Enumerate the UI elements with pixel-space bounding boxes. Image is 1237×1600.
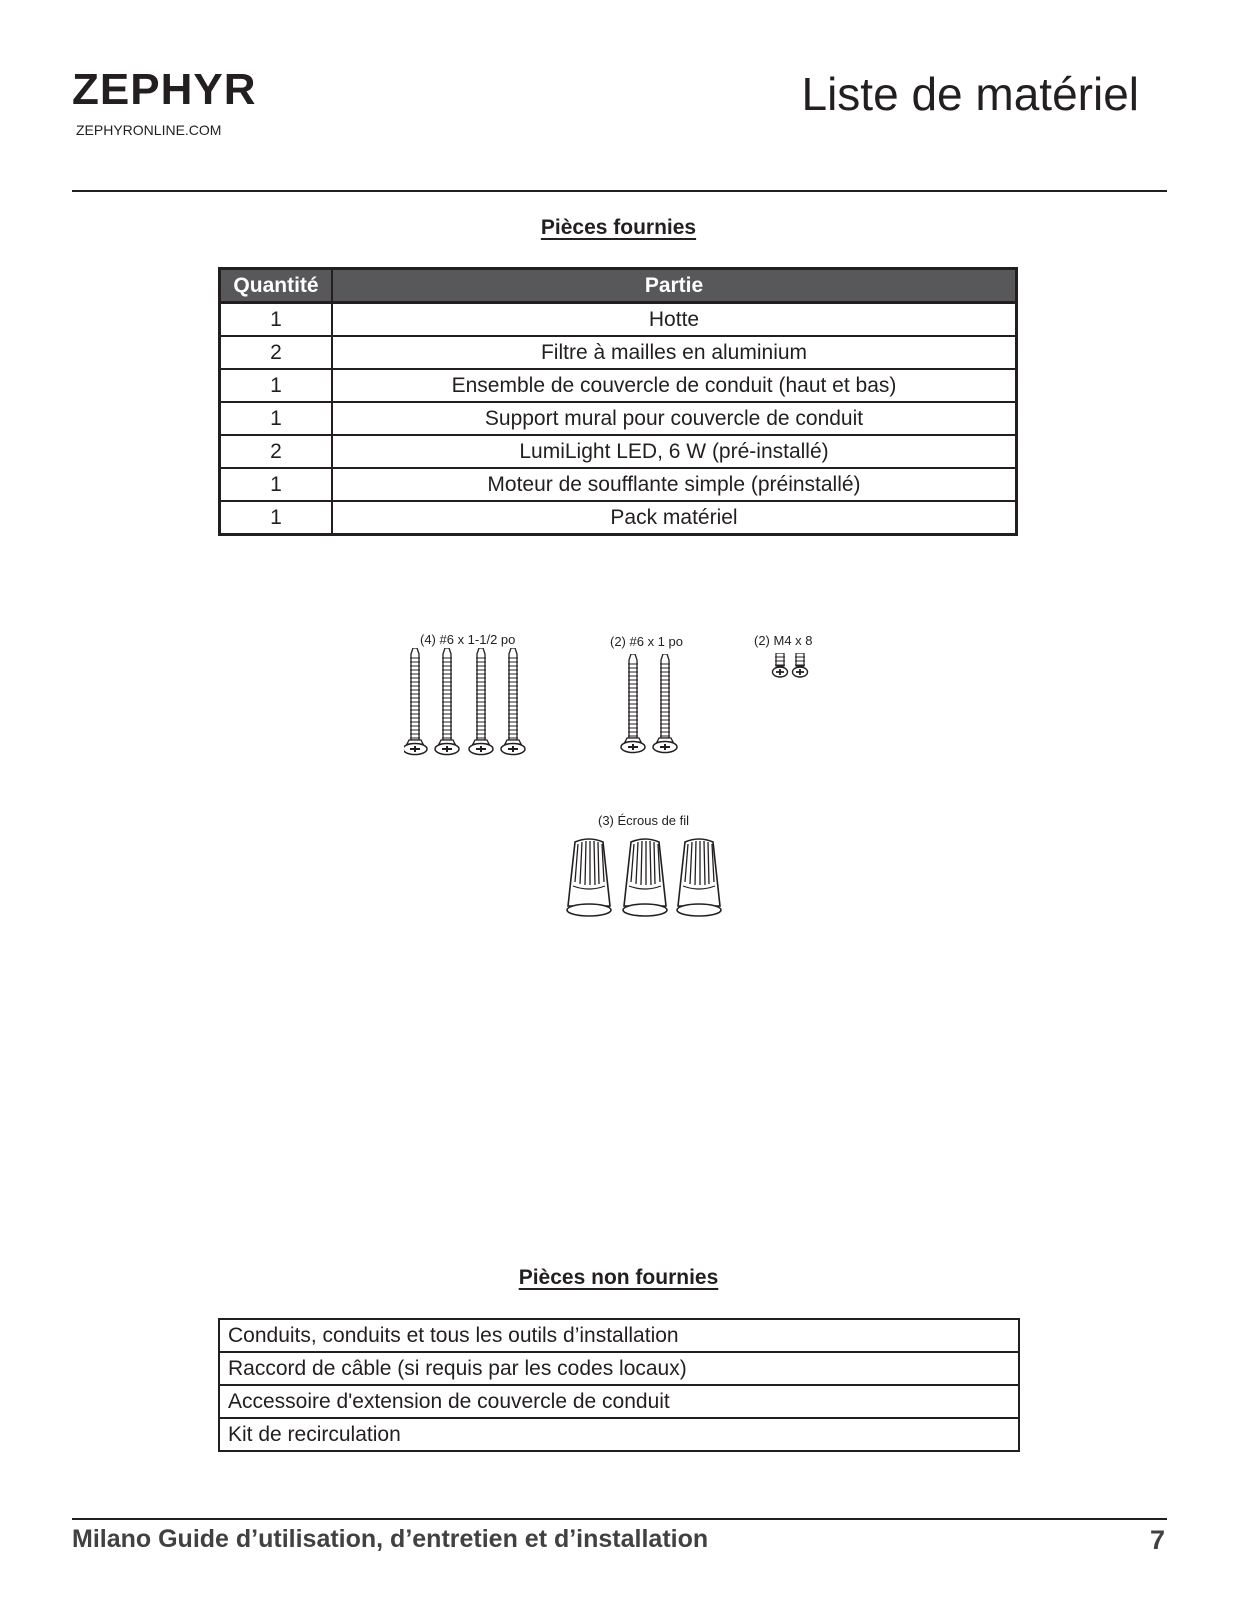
wire-nuts-illustration (562, 836, 732, 922)
part-cell: Conduits, conduits et tous les outils d’installation (219, 1319, 1019, 1352)
part-cell: Ensemble de couvercle de conduit (haut et bas) (332, 369, 1017, 402)
part-cell: Pack matériel (332, 501, 1017, 535)
table-row (219, 1319, 1019, 1352)
long-screws-label: (4) #6 x 1-1/2 po (420, 632, 516, 647)
short-screws-label: (2) #6 x 1 po (610, 634, 683, 649)
header-divider (72, 190, 1167, 192)
quantity-cell: 1 (220, 303, 333, 337)
long-screws-illustration (404, 648, 540, 760)
table-row (220, 336, 1017, 369)
column-header-part: Partie (332, 269, 1017, 303)
wire-nuts-label: (3) Écrous de fil (598, 813, 690, 828)
supplied-parts-table (218, 267, 1018, 536)
footer-title: Milano Guide d’utilisation, d’entretien et d’installation (72, 1525, 709, 1553)
part-cell: Kit de recirculation (219, 1418, 1019, 1451)
short-screws-illustration (620, 654, 692, 758)
part-cell: Filtre à mailles en aluminium (332, 336, 1017, 369)
quantity-cell: 1 (220, 402, 333, 435)
footer-divider (72, 1518, 1167, 1520)
brand-url: ZEPHYRONLINE.COM (76, 122, 222, 138)
table-row (220, 435, 1017, 468)
part-cell: Hotte (332, 303, 1017, 337)
table-row (220, 501, 1017, 535)
not-supplied-parts-title: Pièces non fournies (518, 1266, 719, 1289)
part-cell: LumiLight LED, 6 W (pré-installé) (332, 435, 1017, 468)
quantity-cell: 2 (220, 435, 333, 468)
m4-screws-illustration (770, 653, 818, 681)
table-row (220, 303, 1017, 337)
quantity-cell: 2 (220, 336, 333, 369)
part-cell: Support mural pour couvercle de conduit (332, 402, 1017, 435)
table-row (219, 1385, 1019, 1418)
column-header-quantity: Quantité (220, 269, 333, 303)
part-cell: Raccord de câble (si requis par les codes locaux) (219, 1352, 1019, 1385)
page-number: 7 (1149, 1525, 1165, 1555)
part-cell: Moteur de soufflante simple (préinstallé) (332, 468, 1017, 501)
quantity-cell: 1 (220, 501, 333, 535)
quantity-cell: 1 (220, 369, 333, 402)
m4-screws-label: (2) M4 x 8 (754, 633, 813, 648)
part-cell: Accessoire d'extension de couvercle de conduit (219, 1385, 1019, 1418)
brand-logo (72, 65, 257, 138)
table-row (220, 468, 1017, 501)
table-row (219, 1352, 1019, 1385)
supplied-parts-title: Pièces fournies (540, 216, 697, 239)
brand-name: ZEPHYR (72, 65, 257, 114)
table-row (220, 369, 1017, 402)
table-row (220, 402, 1017, 435)
table-row (219, 1418, 1019, 1451)
quantity-cell: 1 (220, 468, 333, 501)
page-title: Liste de matériel (801, 68, 1139, 120)
table-header-row (220, 269, 1017, 303)
not-supplied-parts-table (218, 1318, 1020, 1452)
